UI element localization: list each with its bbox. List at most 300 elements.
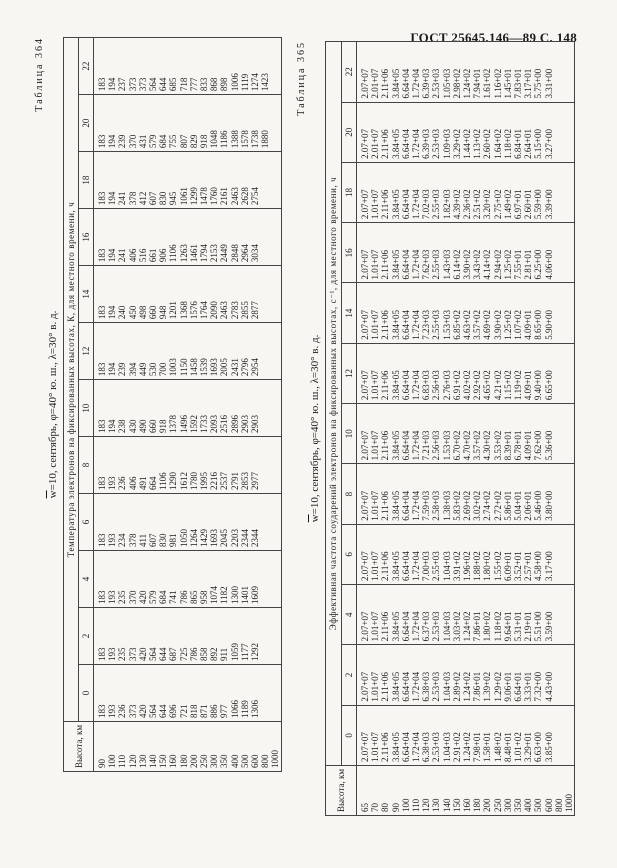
value-cell: 194 — [107, 38, 117, 95]
value-cell: 449 — [138, 323, 148, 380]
value-cell: 6.64+04 — [401, 102, 411, 162]
value-cell: 183 — [94, 494, 108, 551]
value-cell — [564, 524, 575, 584]
altitude-cell: 500 — [533, 765, 543, 815]
value-cell: 2977 — [250, 437, 260, 494]
value-cell: 1423 — [260, 38, 270, 95]
value-cell — [564, 283, 575, 343]
value-cell: 1106 — [168, 209, 178, 266]
value-cell: 1.72+04 — [411, 162, 421, 222]
value-cell: 1.96+02 — [462, 524, 472, 584]
table-row — [168, 38, 178, 772]
value-cell: 1201 — [168, 266, 178, 323]
value-cell: 1.24+02 — [462, 42, 472, 103]
value-cell: 183 — [94, 551, 108, 608]
value-cell: 237 — [117, 38, 127, 95]
value-cell: 1.72+04 — [411, 585, 421, 645]
value-cell: 1119 — [240, 38, 250, 95]
value-cell: 1880 — [260, 95, 270, 152]
value-cell: 239 — [117, 95, 127, 152]
value-cell — [554, 343, 564, 403]
value-cell: 236 — [117, 437, 127, 494]
value-cell: 1458 — [189, 323, 199, 380]
value-cell: 3.17+00 — [544, 524, 554, 584]
value-cell: 2.56+03 — [431, 343, 441, 403]
table-caption: Таблица 364 — [34, 37, 45, 112]
value-cell — [554, 404, 564, 464]
value-cell: 2.07+07 — [357, 524, 371, 584]
table-row — [148, 38, 158, 772]
value-cell: 2.11+06 — [380, 705, 390, 765]
value-cell: 3.39+00 — [544, 162, 554, 222]
value-cell — [260, 664, 270, 721]
value-cell: 6.64+04 — [401, 585, 411, 645]
value-cell: 373 — [128, 608, 138, 665]
table-row — [199, 38, 209, 772]
value-cell: 830 — [158, 152, 168, 209]
value-cell: 3.84+05 — [391, 404, 401, 464]
hour-header: 4 — [79, 551, 94, 608]
value-cell — [554, 524, 564, 584]
value-cell: 2.07+07 — [357, 343, 371, 403]
page-header: ГОСТ 25645.146—89 С. 148 — [410, 30, 577, 45]
hour-header: 4 — [342, 585, 357, 645]
value-cell: 1.13+02 — [472, 102, 482, 162]
value-cell — [270, 380, 281, 437]
value-cell: 3.31+00 — [544, 42, 554, 103]
value-cell: 1.72+04 — [411, 524, 421, 584]
value-cell — [270, 608, 281, 665]
hour-header: 16 — [342, 223, 357, 283]
value-cell: 5.90+00 — [544, 283, 554, 343]
altitude-cell: 130 — [138, 721, 148, 771]
hour-header: 14 — [79, 266, 94, 323]
value-cell: 2.11+06 — [380, 645, 390, 705]
table-row — [493, 42, 503, 816]
altitude-cell: 130 — [431, 765, 441, 815]
value-cell: 6.97+01 — [513, 162, 523, 222]
value-cell: 644 — [158, 608, 168, 665]
value-cell: 1.45+01 — [503, 42, 513, 103]
value-cell: 5.46+00 — [533, 464, 543, 524]
value-cell: 3.84+05 — [391, 283, 401, 343]
value-cell — [564, 223, 575, 283]
altitude-cell: 350 — [219, 721, 229, 771]
value-cell: 6.38+03 — [421, 705, 431, 765]
table-row — [370, 42, 380, 816]
value-cell: 2.55+03 — [431, 283, 441, 343]
value-cell: 906 — [158, 209, 168, 266]
altitude-cell: 180 — [179, 721, 189, 771]
altitude-cell: 200 — [189, 721, 199, 771]
value-cell: 892 — [209, 608, 219, 665]
value-cell: 1.29+02 — [493, 645, 503, 705]
value-cell: 3.57+02 — [472, 404, 482, 464]
value-cell: 3.84+05 — [391, 223, 401, 283]
value-cell: 2.89+02 — [452, 645, 462, 705]
value-cell: 3.84+05 — [391, 42, 401, 103]
value-cell: 373 — [128, 38, 138, 95]
value-cell: 3.90+02 — [462, 223, 472, 283]
span-header: Температура электронов на фиксированных высотах, К, для местного времени, ч — [64, 38, 79, 722]
value-cell: 240 — [117, 266, 127, 323]
value-cell: 6.64+04 — [401, 223, 411, 283]
value-cell: 1.04+03 — [442, 585, 452, 645]
value-cell: 1995 — [199, 437, 209, 494]
altitude-cell: 1000 — [564, 765, 575, 815]
value-cell: 1048 — [209, 95, 219, 152]
value-cell: 660 — [148, 266, 158, 323]
value-cell: 2.72+02 — [493, 464, 503, 524]
title-text: =10, сентябрь, φ=40° ю. ш., λ=30° в. д. — [47, 310, 59, 491]
value-cell: 7.94+01 — [472, 42, 482, 103]
value-cell: 1150 — [179, 323, 189, 380]
hour-header: 0 — [342, 705, 357, 765]
value-cell: 1378 — [168, 380, 178, 437]
value-cell: 1.04+03 — [442, 645, 452, 705]
value-cell — [260, 266, 270, 323]
value-cell: 370 — [128, 95, 138, 152]
value-cell: 2783 — [230, 266, 240, 323]
value-cell: 239 — [117, 323, 127, 380]
value-cell: 1.43+03 — [442, 223, 452, 283]
value-cell — [554, 162, 564, 222]
hour-header: 20 — [342, 102, 357, 162]
value-cell: 3.84+05 — [391, 645, 401, 705]
value-cell: 2.01+07 — [370, 102, 380, 162]
title-prefix: $\overline{w}$ — [309, 514, 321, 523]
altitude-cell: 1000 — [270, 721, 281, 771]
table-row — [391, 42, 401, 816]
altitude-cell: 120 — [421, 765, 431, 815]
value-cell: 8.48+01 — [503, 705, 513, 765]
value-cell: 948 — [158, 266, 168, 323]
value-cell: 6.64+04 — [401, 404, 411, 464]
value-cell: 1368 — [179, 266, 189, 323]
value-cell — [270, 38, 281, 95]
value-cell: 1.18+02 — [503, 102, 513, 162]
value-cell — [270, 664, 281, 721]
value-cell — [564, 585, 575, 645]
altitude-cell: 80 — [380, 765, 390, 815]
value-cell: 6.64+01 — [513, 645, 523, 705]
value-cell: 430 — [128, 380, 138, 437]
value-cell — [260, 437, 270, 494]
value-cell: 2344 — [240, 494, 250, 551]
value-cell: 6.64+04 — [401, 42, 411, 103]
value-cell: 2.76+03 — [442, 343, 452, 403]
value-cell: 2.07+07 — [357, 102, 371, 162]
value-cell: 7.32+00 — [533, 645, 543, 705]
value-cell: 3.84+05 — [391, 585, 401, 645]
value-cell: 2.75+02 — [493, 162, 503, 222]
value-cell: 238 — [117, 380, 127, 437]
value-cell: 2.11+06 — [380, 162, 390, 222]
value-cell: 2.11+06 — [380, 585, 390, 645]
value-cell: 2216 — [209, 437, 219, 494]
table-row — [401, 42, 411, 816]
value-cell: 6.64+04 — [401, 524, 411, 584]
value-cell: 3.29+01 — [523, 705, 533, 765]
value-cell: 4.09+01 — [523, 343, 533, 403]
value-cell: 6.37+03 — [421, 585, 431, 645]
value-cell: 7.21+03 — [421, 404, 431, 464]
value-cell: 786 — [189, 608, 199, 665]
value-cell: 1.19+02 — [513, 343, 523, 403]
table-row — [230, 38, 240, 772]
table-row — [209, 38, 219, 772]
value-cell: 183 — [94, 266, 108, 323]
value-cell — [270, 95, 281, 152]
value-cell: 183 — [94, 38, 108, 95]
value-cell: 3.84+05 — [391, 524, 401, 584]
value-cell: 1.72+04 — [411, 102, 421, 162]
value-cell: 2.92+02 — [472, 343, 482, 403]
value-cell: 4.21+02 — [493, 343, 503, 403]
altitude-cell: 150 — [158, 721, 168, 771]
value-cell: 2.58+03 — [431, 464, 441, 524]
value-cell: 412 — [138, 152, 148, 209]
value-cell: 8.65+00 — [533, 283, 543, 343]
value-cell: 4.58+00 — [533, 524, 543, 584]
value-cell: 1.01+07 — [370, 464, 380, 524]
value-cell: 6.64+04 — [401, 464, 411, 524]
value-cell — [554, 223, 564, 283]
value-cell: 2.07+07 — [357, 705, 371, 765]
value-cell: 1177 — [240, 608, 250, 665]
value-cell: 1.24+02 — [462, 645, 472, 705]
value-cell: 450 — [128, 266, 138, 323]
value-cell: 1.80+02 — [482, 524, 492, 584]
value-cell: 1.07+02 — [513, 283, 523, 343]
value-cell: 1186 — [219, 95, 229, 152]
value-cell: 194 — [107, 152, 117, 209]
value-cell: 7.00+03 — [421, 524, 431, 584]
value-cell — [564, 162, 575, 222]
value-cell: 3.27+00 — [544, 102, 554, 162]
altitude-cell: 400 — [523, 765, 533, 815]
table-row — [240, 38, 250, 772]
value-cell: 193 — [107, 437, 117, 494]
value-cell: 4.43+00 — [544, 645, 554, 705]
value-cell: 2153 — [209, 209, 219, 266]
value-cell: 3.85+00 — [544, 705, 554, 765]
value-cell: 406 — [128, 437, 138, 494]
value-cell: 2.53+03 — [431, 645, 441, 705]
data-table — [325, 41, 575, 816]
value-cell: 1.39+02 — [482, 645, 492, 705]
altitude-cell: 600 — [544, 765, 554, 815]
value-cell: 183 — [94, 209, 108, 266]
value-cell: 2.11+06 — [380, 283, 390, 343]
value-cell: 370 — [128, 551, 138, 608]
value-cell: 1.01+07 — [370, 404, 380, 464]
value-cell: 579 — [148, 95, 158, 152]
value-cell: 2877 — [250, 266, 260, 323]
hour-header: 16 — [79, 209, 94, 266]
table-row — [219, 38, 229, 772]
value-cell: 7.23+03 — [421, 283, 431, 343]
value-cell: 241 — [117, 209, 127, 266]
value-cell: 6.85+02 — [452, 283, 462, 343]
value-cell: 9.06+01 — [503, 645, 513, 705]
value-cell: 1.72+04 — [411, 223, 421, 283]
value-cell — [564, 705, 575, 765]
value-cell: 700 — [158, 323, 168, 380]
value-cell: 6.39+03 — [421, 42, 431, 103]
value-cell: 234 — [117, 494, 127, 551]
value-cell — [270, 437, 281, 494]
value-cell: 660 — [148, 380, 158, 437]
value-cell — [260, 152, 270, 209]
value-cell: 5.75+00 — [533, 42, 543, 103]
value-cell: 378 — [128, 152, 138, 209]
value-cell — [270, 152, 281, 209]
table-row — [421, 42, 431, 816]
value-cell: 685 — [168, 38, 178, 95]
table-row — [380, 42, 390, 816]
value-cell: 1.72+04 — [411, 705, 421, 765]
value-cell: 1.48+02 — [493, 705, 503, 765]
value-cell: 2.51+02 — [472, 162, 482, 222]
value-cell: 6.39+03 — [421, 102, 431, 162]
value-cell: 1.25+02 — [503, 283, 513, 343]
value-cell: 871 — [199, 664, 209, 721]
value-cell: 193 — [107, 664, 117, 721]
value-cell: 193 — [107, 494, 117, 551]
value-cell: 2.07+07 — [357, 404, 371, 464]
value-cell: 420 — [138, 664, 148, 721]
value-cell: 183 — [94, 152, 108, 209]
value-cell: 394 — [128, 323, 138, 380]
value-cell: 1.04+03 — [442, 524, 452, 584]
value-cell — [260, 494, 270, 551]
value-cell: 1.82+03 — [442, 162, 452, 222]
value-cell: 2.81+01 — [523, 223, 533, 283]
hour-header: 20 — [79, 95, 94, 152]
altitude-cell: 70 — [370, 765, 380, 815]
value-cell: 4.02+02 — [462, 343, 472, 403]
value-cell: 958 — [199, 551, 209, 608]
value-cell: 607 — [148, 152, 158, 209]
value-cell: 6.38+03 — [421, 645, 431, 705]
value-cell: 6.64+04 — [401, 705, 411, 765]
value-cell: 607 — [148, 494, 158, 551]
value-cell: 5.83+02 — [452, 464, 462, 524]
value-cell — [270, 494, 281, 551]
value-cell: 1.01+07 — [370, 705, 380, 765]
value-cell: 1066 — [230, 664, 240, 721]
value-cell: 194 — [107, 95, 117, 152]
value-cell: 1.04+03 — [442, 705, 452, 765]
altitude-cell: 160 — [462, 765, 472, 815]
table-row — [513, 42, 523, 816]
value-cell: 1.09+03 — [442, 102, 452, 162]
value-cell — [260, 209, 270, 266]
value-cell: 2.11+06 — [380, 464, 390, 524]
value-cell: 3.59+00 — [544, 585, 554, 645]
value-cell: 2.11+06 — [380, 524, 390, 584]
value-cell: 1.55+02 — [493, 524, 503, 584]
value-cell: 807 — [179, 95, 189, 152]
altitude-cell: 160 — [168, 721, 178, 771]
value-cell: 2964 — [240, 209, 250, 266]
value-cell: 1059 — [230, 608, 240, 665]
value-cell: 5.59+00 — [533, 162, 543, 222]
value-cell: 1576 — [189, 266, 199, 323]
value-cell — [554, 705, 564, 765]
value-cell: 2.56+03 — [431, 404, 441, 464]
value-cell: 786 — [179, 551, 189, 608]
value-cell: 1.05+03 — [442, 42, 452, 103]
value-cell: 5.36+00 — [544, 404, 554, 464]
value-cell: 235 — [117, 551, 127, 608]
span-header: Эффективная частота соударений электронов на фиксированных высотах, с⁻¹, для местного времени, ч — [326, 42, 342, 766]
value-cell — [270, 323, 281, 380]
value-cell: 7.02+03 — [421, 162, 431, 222]
table-365-block — [296, 41, 575, 816]
value-cell: 911 — [219, 608, 229, 665]
value-cell: 6.70+02 — [452, 404, 462, 464]
value-cell: 1612 — [179, 437, 189, 494]
value-cell: 1.49+02 — [503, 162, 513, 222]
value-cell: 1264 — [189, 494, 199, 551]
value-cell: 1.72+04 — [411, 464, 421, 524]
value-cell: 829 — [189, 95, 199, 152]
value-cell: 3.90+02 — [493, 283, 503, 343]
value-cell: 1.01+07 — [370, 162, 380, 222]
altitude-cell: 90 — [391, 765, 401, 815]
value-cell: 4.09+01 — [523, 404, 533, 464]
altitude-cell: 300 — [209, 721, 219, 771]
value-cell: 4.63+02 — [462, 283, 472, 343]
value-cell: 2.69+02 — [462, 464, 472, 524]
value-cell: 2090 — [209, 266, 219, 323]
value-cell: 1300 — [230, 551, 240, 608]
table-row — [452, 42, 462, 816]
value-cell: 7.86+01 — [472, 645, 482, 705]
value-cell: 918 — [199, 95, 209, 152]
altitude-cell: 120 — [128, 721, 138, 771]
value-cell: 6.25+00 — [533, 223, 543, 283]
altitude-cell: 400 — [230, 721, 240, 771]
value-cell: 564 — [148, 38, 158, 95]
value-cell: 4.39+02 — [452, 162, 462, 222]
value-cell: 183 — [94, 95, 108, 152]
value-cell: 741 — [168, 551, 178, 608]
value-cell: 1.25+02 — [503, 223, 513, 283]
value-cell: 2855 — [240, 266, 250, 323]
value-cell: 1693 — [209, 323, 219, 380]
value-cell: 1.64+02 — [493, 102, 503, 162]
value-cell: 241 — [117, 152, 127, 209]
value-cell: 2203 — [230, 494, 240, 551]
table-row — [260, 38, 270, 772]
table-title — [47, 37, 59, 772]
value-cell: 4.65+02 — [482, 343, 492, 403]
value-cell: 1.01+07 — [370, 524, 380, 584]
table-caption: Таблица 365 — [296, 41, 307, 116]
value-cell: 2463 — [230, 152, 240, 209]
value-cell: 193 — [107, 551, 117, 608]
value-cell: 2.57+01 — [523, 524, 533, 584]
value-cell: 2754 — [250, 152, 260, 209]
value-cell: 6.64+04 — [401, 343, 411, 403]
table-364-block — [34, 37, 282, 772]
value-cell: 1.58+01 — [482, 705, 492, 765]
value-cell: 5.31+01 — [513, 585, 523, 645]
value-cell: 865 — [189, 551, 199, 608]
